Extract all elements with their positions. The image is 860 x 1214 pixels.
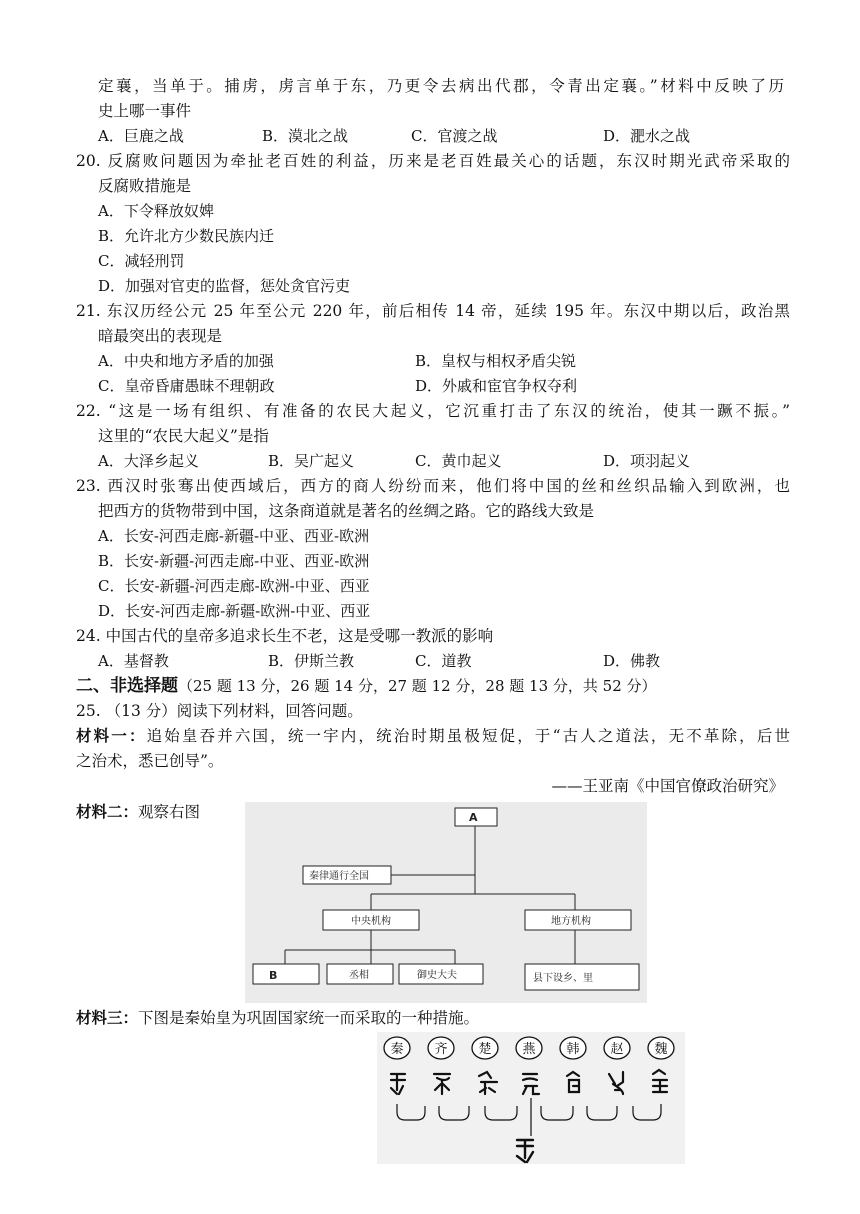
diagram-label-b: B <box>269 969 278 982</box>
q24-option-b: B．伊斯兰教 <box>268 652 355 670</box>
small-seal-glyph <box>517 1140 533 1162</box>
diagram-label-local: 地方机构 <box>551 916 591 927</box>
qi-glyph <box>434 1074 450 1094</box>
diagram-label-censor: 御史大夫 <box>417 970 457 981</box>
q20-option-b: B．允许北方少数民族内迁 <box>98 227 275 245</box>
q19-option-b: B．漠北之战 <box>262 127 349 145</box>
q20-stem-line2: 反腐败措施是 <box>98 177 192 195</box>
diagram-label-chancellor: 丞相 <box>349 970 369 981</box>
han-glyph <box>567 1072 579 1092</box>
wei-glyph <box>653 1070 667 1092</box>
q20-option-d: D．加强对官吏的监督，惩处贪官污吏 <box>98 277 351 295</box>
q23-option-d: D．长安-河西走廊-新疆-欧洲-中亚、西亚 <box>98 602 371 620</box>
material1-text1: 追始皇吞并六国，统一宇内，统治时期虽极短促，于“古人之道法，无不革除，后世 <box>146 727 790 745</box>
diagram-label-central: 中央机构 <box>351 916 391 927</box>
state-name: 秦 <box>390 1042 404 1057</box>
q24-option-a: A．基督教 <box>98 652 169 670</box>
material2-line <box>76 802 200 822</box>
qin-glyph <box>391 1074 405 1094</box>
q20-option-c: C．减轻刑罚 <box>98 252 185 270</box>
q22-option-b: B．吴广起义 <box>268 452 355 470</box>
q19-option-a: A．巨鹿之战 <box>98 127 184 145</box>
q21-option-b: B．皇权与相权矛盾尖锐 <box>415 352 577 370</box>
script-unification-figure <box>377 1032 685 1164</box>
bracket-qi-chu <box>439 1106 469 1120</box>
q24-option-c: C．道教 <box>415 652 472 670</box>
q25-intro: 25. （13 分）阅读下列材料，回答问题。 <box>76 702 363 720</box>
q23-option-c: C．长安-新疆-河西走廊-欧洲-中亚、西亚 <box>98 577 370 595</box>
q21-option-c: C．皇帝昏庸愚昧不理朝政 <box>98 377 275 395</box>
q19-line1: 定襄，当单于。捕虏，虏言单于东，乃更令去病出代郡，令青出定襄。”材料中反映了历 <box>98 77 784 95</box>
q22-stem-line1: 22. “这是一场有组织、有准备的农民大起义，它沉重打击了东汉的统治，使其一蹶不振。” <box>76 402 790 420</box>
state-name: 魏 <box>654 1042 668 1057</box>
q23-option-b: B．长安-新疆-河西走廊-中亚、西亚-欧洲 <box>98 552 370 570</box>
bracket-han-yan <box>541 1106 573 1120</box>
q23-stem-line1: 23. 西汉时张骞出使西域后，西方的商人纷纷而来，他们将中国的丝和丝织品输入到欧洲，也 <box>76 477 790 495</box>
q21-stem-line2: 暗最突出的表现是 <box>98 327 223 345</box>
state-name: 齐 <box>434 1042 448 1057</box>
q22-option-d: D．项羽起义 <box>603 452 691 470</box>
section-score-note: （25 题 13 分，26 题 14 分，27 题 12 分，28 题 13 分，共 52 分） <box>178 677 657 695</box>
material1-source: ——王亚南《中国官僚政治研究》 <box>551 777 784 795</box>
q24-stem: 24. 中国古代的皇帝多追求长生不老，这是受哪一教派的影响 <box>76 627 494 645</box>
q22-stem-line2: 这里的“农民大起义”是指 <box>98 427 269 445</box>
q20-stem-line1: 20. 反腐败问题因为牵扯老百姓的利益，历来是老百姓最关心的话题，东汉时期光武帝采取的 <box>76 152 790 170</box>
state-name: 楚 <box>478 1042 492 1057</box>
diagram-label-law: 秦律通行全国 <box>309 871 369 882</box>
q19-line2: 史上哪一事件 <box>98 102 192 120</box>
material2-label: 材料二： <box>76 803 139 821</box>
bracket-zhao-han <box>587 1106 617 1120</box>
q21-option-d: D．外戚和宦官争权夺利 <box>415 377 578 395</box>
state-name: 赵 <box>610 1042 624 1057</box>
bracket-wei-zhao <box>633 1104 661 1120</box>
section-heading <box>76 675 657 697</box>
material3-label: 材料三： <box>76 1009 139 1027</box>
material1-text2: 之治术，悉已创导”。 <box>76 752 224 770</box>
q19-option-d: D．淝水之战 <box>603 127 691 145</box>
material1-label: 材料一： <box>76 727 147 745</box>
box-b <box>253 964 319 984</box>
material3-text: 下图是秦始皇为巩固国家统一而采取的一种措施。 <box>138 1009 480 1027</box>
state-name: 燕 <box>522 1042 536 1057</box>
section-title: 二、非选择题 <box>76 676 178 696</box>
q23-stem-line2: 把西方的货物带到中国，这条商道就是著名的丝绸之路。它的路线大致是 <box>98 502 595 520</box>
q22-option-c: C．黄巾起义 <box>415 452 502 470</box>
chu-glyph <box>479 1072 497 1094</box>
q22-option-a: A．大泽乡起义 <box>98 452 199 470</box>
q21-stem-line1: 21. 东汉历经公元 25 年至公元 220 年，前后相传 14 帝，延续 195 年。东汉中期以后，政治黑 <box>76 302 790 320</box>
diagram-label-a: A <box>469 811 478 824</box>
q20-option-a: A．下令释放奴婢 <box>98 202 214 220</box>
material2-text: 观察右图 <box>138 803 201 821</box>
q23-option-a: A．长安-河西走廊-新疆-中亚、西亚-欧洲 <box>98 527 370 545</box>
diagram-label-county: 县下设乡、里 <box>533 973 593 984</box>
q19-option-c: C．官渡之战 <box>411 127 498 145</box>
yan-glyph <box>523 1074 539 1094</box>
material1-line1 <box>76 726 790 746</box>
material3-line <box>76 1008 479 1028</box>
state-name: 韩 <box>566 1042 580 1057</box>
q24-option-d: D．佛教 <box>603 652 661 670</box>
bracket-chu-yan <box>485 1106 517 1120</box>
zhao-glyph <box>609 1072 623 1094</box>
qin-government-structure-diagram <box>245 802 647 1003</box>
q21-option-a: A．中央和地方矛盾的加强 <box>98 352 274 370</box>
bracket-qin-qi <box>397 1104 425 1120</box>
